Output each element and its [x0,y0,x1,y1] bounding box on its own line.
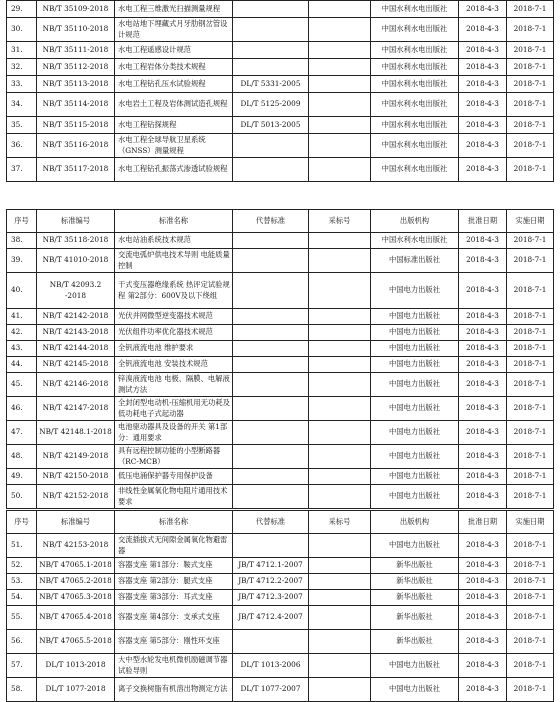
cell-replaces [233,59,309,76]
cell-adopted [309,341,371,357]
cell-adopted [309,309,371,325]
cell-effective: 2018-7-1 [507,42,554,59]
cell-no: 43. [7,341,37,357]
cell-name: 具有远程控制功能的小型断路器（RC-MCB） [115,445,233,469]
cell-adopted [309,76,371,93]
cell-effective: 2018-7-1 [507,341,554,357]
cell-no: 37. [7,158,37,182]
cell-name: 锌溴液流电池 电极、隔膜、电解液测试方法 [115,373,233,397]
cell-publisher: 中国电力出版社 [371,397,459,421]
cell-name: 水电工程全球导航卫星系统（GNSS）测量规程 [115,134,233,158]
cell-name: 全钒液流电池 安装技术规范 [115,357,233,373]
cell-publisher: 中国电力出版社 [371,485,459,509]
cell-no: 30. [7,18,37,42]
cell-effective: 2018-7-1 [507,421,554,445]
cell-approved: 2018-4-3 [459,134,507,158]
cell-no: 40. [7,273,37,309]
cell-approved: 2018-4-3 [459,357,507,373]
cell-name: 交流插拔式无间隙金属氧化物避雷器 [115,534,233,558]
cell-approved: 2018-4-3 [459,534,507,558]
cell-code: NB/T 35109-2018 [37,1,115,18]
cell-name: 水电岩土工程及岩体测试造孔规程 [115,93,233,117]
cell-code: NB/T 35113-2018 [37,76,115,93]
cell-name: 水电工程岩体分类技术规程 [115,59,233,76]
cell-no: 51. [7,534,37,558]
header-approved: 批准日期 [459,511,507,534]
header-replaces: 代替标准 [233,511,309,534]
cell-replaces: DL/T 5013-2005 [233,117,309,134]
cell-no: 32. [7,59,37,76]
header-replaces: 代替标准 [233,210,309,233]
cell-approved: 2018-4-3 [459,158,507,182]
cell-code: DL/T 1077-2018 [37,678,115,702]
cell-code: NB/T 47065.3-2018 [37,590,115,606]
table-row [7,485,554,509]
table-row [7,158,554,182]
cell-approved: 2018-4-3 [459,325,507,341]
cell-publisher: 中国电力出版社 [371,678,459,702]
table-row [7,606,554,630]
cell-name: 水电站油系统技术规范 [115,233,233,249]
cell-no: 35. [7,117,37,134]
cell-adopted [309,485,371,509]
cell-approved: 2018-4-3 [459,273,507,309]
header-publisher: 出版机构 [371,210,459,233]
cell-replaces: DL/T 1077-2007 [233,678,309,702]
cell-name: 低压电涌保护器专用保护设备 [115,469,233,485]
cell-effective: 2018-7-1 [507,158,554,182]
cell-publisher: 中国电力出版社 [371,341,459,357]
cell-name: 水电工程三维激光扫描测量规程 [115,1,233,18]
cell-effective: 2018-7-1 [507,397,554,421]
table-row [7,357,554,373]
cell-effective: 2018-7-1 [507,76,554,93]
cell-publisher: 新华出版社 [371,630,459,654]
cell-replaces [233,469,309,485]
header-approved: 批准日期 [459,210,507,233]
cell-replaces [233,273,309,309]
cell-name: 非线性金属氧化物电阻片通用技术要求 [115,485,233,509]
cell-effective: 2018-7-1 [507,654,554,678]
cell-name: 容器支座 第5部分：刚性环支座 [115,630,233,654]
cell-publisher: 中国水利水电出版社 [371,18,459,42]
cell-code: NB/T 35111-2018 [37,42,115,59]
header-name: 标准名称 [115,210,233,233]
cell-replaces [233,341,309,357]
cell-approved: 2018-4-3 [459,630,507,654]
cell-adopted [309,18,371,42]
cell-approved: 2018-4-3 [459,590,507,606]
cell-adopted [309,445,371,469]
cell-name: 干式变压器绝缘系统 热评定试验规程 第2部分：600V及以下绕组 [115,273,233,309]
cell-no: 44. [7,357,37,373]
cell-code: NB/T 35110-2018 [37,18,115,42]
table-row [7,421,554,445]
cell-adopted [309,59,371,76]
cell-publisher: 新华出版社 [371,574,459,590]
table-row [7,469,554,485]
cell-code: NB/T 35115-2018 [37,117,115,134]
cell-effective: 2018-7-1 [507,534,554,558]
cell-code: NB/T 42145-2018 [37,357,115,373]
cell-no: 56. [7,630,37,654]
cell-code: NB/T 47065.2-2018 [37,574,115,590]
table-row [7,445,554,469]
cell-approved: 2018-4-3 [459,76,507,93]
table-row [7,134,554,158]
cell-adopted [309,357,371,373]
table-row [7,574,554,590]
cell-no: 47. [7,421,37,445]
cell-effective: 2018-7-1 [507,469,554,485]
table-row [7,309,554,325]
cell-effective: 2018-7-1 [507,134,554,158]
cell-no: 41. [7,309,37,325]
cell-name: 水电工程钻探规程 [115,117,233,134]
cell-code: NB/T 42146-2018 [37,373,115,397]
cell-publisher: 中国电力出版社 [371,325,459,341]
cell-no: 57. [7,654,37,678]
cell-replaces [233,373,309,397]
header-effective: 实施日期 [507,511,554,534]
cell-code: NB/T 35116-2018 [37,134,115,158]
cell-adopted [309,1,371,18]
table-row [7,373,554,397]
cell-effective: 2018-7-1 [507,325,554,341]
cell-approved: 2018-4-3 [459,59,507,76]
table-row [7,117,554,134]
cell-adopted [309,558,371,574]
standards-table-part1 [6,0,554,182]
cell-code: NB/T 42143-2018 [37,325,115,341]
cell-adopted [309,373,371,397]
header-code: 标准编号 [37,511,115,534]
cell-adopted [309,397,371,421]
cell-adopted [309,93,371,117]
cell-no: 53. [7,574,37,590]
cell-code: NB/T 42153-2018 [37,534,115,558]
cell-effective: 2018-7-1 [507,373,554,397]
cell-publisher: 新华出版社 [371,590,459,606]
cell-no: 52. [7,558,37,574]
cell-effective: 2018-7-1 [507,678,554,702]
cell-approved: 2018-4-3 [459,93,507,117]
cell-name: 容器支座 第3部分：耳式支座 [115,590,233,606]
cell-replaces [233,18,309,42]
cell-no: 34. [7,93,37,117]
header-publisher: 出版机构 [371,511,459,534]
table-row [7,273,554,309]
table-row [7,630,554,654]
cell-no: 46. [7,397,37,421]
cell-no: 33. [7,76,37,93]
table-row [7,558,554,574]
cell-name: 交流电弧炉供电技术导则 电能质量控制 [115,249,233,273]
cell-no: 48. [7,445,37,469]
table-row [7,18,554,42]
cell-effective: 2018-7-1 [507,485,554,509]
cell-effective: 2018-7-1 [507,1,554,18]
header-adopted: 采标号 [309,210,371,233]
cell-adopted [309,421,371,445]
cell-adopted [309,469,371,485]
cell-effective: 2018-7-1 [507,630,554,654]
cell-effective: 2018-7-1 [507,590,554,606]
cell-publisher: 中国水利水电出版社 [371,76,459,93]
cell-approved: 2018-4-3 [459,117,507,134]
standards-table-part2 [6,209,554,509]
table-row [7,249,554,273]
cell-publisher: 中国电力出版社 [371,445,459,469]
cell-effective: 2018-7-1 [507,93,554,117]
cell-effective: 2018-7-1 [507,59,554,76]
cell-publisher: 中国标准出版社 [371,249,459,273]
cell-code: NB/T 42147-2018 [37,397,115,421]
cell-approved: 2018-4-3 [459,341,507,357]
cell-approved: 2018-4-3 [459,445,507,469]
cell-approved: 2018-4-3 [459,18,507,42]
cell-replaces [233,421,309,445]
cell-name: 容器支座 第4部分：支承式支座 [115,606,233,630]
cell-publisher: 中国水利水电出版社 [371,1,459,18]
cell-publisher: 中国电力出版社 [371,309,459,325]
cell-name: 水电工程钻孔振荡式渗透试验规程 [115,158,233,182]
cell-no: 45. [7,373,37,397]
cell-publisher: 中国电力出版社 [371,421,459,445]
table-row [7,325,554,341]
cell-name: 大中型水轮发电机微机励磁调节器试验导则 [115,654,233,678]
table-row [7,678,554,702]
cell-no: 54. [7,590,37,606]
cell-name: 全封闭型电动机-压缩机用无功耗及低功耗电子式起动器 [115,397,233,421]
cell-replaces: JB/T 4712.3-2007 [233,590,309,606]
header-effective: 实施日期 [507,210,554,233]
cell-code: NB/T 35114-2018 [37,93,115,117]
cell-code: NB/T 47065.4-2018 [37,606,115,630]
table-row [7,1,554,18]
table-row [7,76,554,93]
table-row [7,93,554,117]
header-code: 标准编号 [37,210,115,233]
cell-publisher: 中国水利水电出版社 [371,117,459,134]
cell-replaces [233,325,309,341]
cell-no: 55. [7,606,37,630]
table-header-row [7,511,554,534]
cell-effective: 2018-7-1 [507,18,554,42]
table-row [7,534,554,558]
cell-replaces: JB/T 4712.2-2007 [233,574,309,590]
cell-name: 离子交换树脂有机溶出物测定方法 [115,678,233,702]
cell-replaces [233,42,309,59]
cell-publisher: 中国电力出版社 [371,357,459,373]
cell-publisher: 中国水利水电出版社 [371,233,459,249]
cell-name: 容器支座 第1部分：鞍式支座 [115,558,233,574]
cell-replaces: DL/T 5331-2005 [233,76,309,93]
cell-name: 光伏并网微型逆变器技术规范 [115,309,233,325]
cell-effective: 2018-7-1 [507,558,554,574]
cell-no: 58. [7,678,37,702]
cell-replaces [233,445,309,469]
cell-replaces: JB/T 4712.1-2007 [233,558,309,574]
cell-replaces [233,357,309,373]
cell-effective: 2018-7-1 [507,574,554,590]
cell-adopted [309,325,371,341]
cell-approved: 2018-4-3 [459,654,507,678]
cell-name: 容器支座 第2部分：腿式支座 [115,574,233,590]
cell-replaces [233,309,309,325]
cell-replaces: JB/T 4712.4-2007 [233,606,309,630]
cell-publisher: 中国水利水电出版社 [371,42,459,59]
cell-approved: 2018-4-3 [459,421,507,445]
table-row [7,654,554,678]
cell-replaces [233,134,309,158]
cell-adopted [309,134,371,158]
cell-approved: 2018-4-3 [459,678,507,702]
cell-effective: 2018-7-1 [507,309,554,325]
cell-approved: 2018-4-3 [459,233,507,249]
cell-adopted [309,249,371,273]
cell-replaces [233,630,309,654]
cell-adopted [309,158,371,182]
cell-replaces [233,233,309,249]
cell-effective: 2018-7-1 [507,357,554,373]
cell-no: 39. [7,249,37,273]
cell-publisher: 中国电力出版社 [371,273,459,309]
table-row [7,59,554,76]
cell-publisher: 中国水利水电出版社 [371,134,459,158]
cell-adopted [309,233,371,249]
cell-approved: 2018-4-3 [459,1,507,18]
cell-publisher: 新华出版社 [371,606,459,630]
cell-name: 全钒液流电池 维护要求 [115,341,233,357]
cell-replaces [233,397,309,421]
header-name: 标准名称 [115,511,233,534]
cell-publisher: 中国电力出版社 [371,534,459,558]
cell-approved: 2018-4-3 [459,574,507,590]
cell-approved: 2018-4-3 [459,42,507,59]
cell-replaces: DL/T 1013-2006 [233,654,309,678]
cell-replaces [233,158,309,182]
table-row [7,233,554,249]
header-no: 序号 [7,511,37,534]
cell-no: 49. [7,469,37,485]
cell-name: 电池驱动器具及设备的开关 第1部分：通用要求 [115,421,233,445]
cell-approved: 2018-4-3 [459,469,507,485]
cell-no: 31. [7,42,37,59]
cell-code: NB/T 35117-2018 [37,158,115,182]
cell-adopted [309,273,371,309]
cell-no: 29. [7,1,37,18]
cell-effective: 2018-7-1 [507,233,554,249]
cell-code: NB/T 41010-2018 [37,249,115,273]
cell-approved: 2018-4-3 [459,249,507,273]
cell-adopted [309,42,371,59]
table-row [7,397,554,421]
cell-name: 水电工程遥感设计规范 [115,42,233,59]
cell-publisher: 新华出版社 [371,558,459,574]
cell-name: 光伏组件功率优化器技术规范 [115,325,233,341]
cell-code: NB/T 42149-2018 [37,445,115,469]
cell-adopted [309,117,371,134]
cell-code: NB/T 42144-2018 [37,341,115,357]
cell-no: 42. [7,325,37,341]
cell-adopted [309,574,371,590]
cell-approved: 2018-4-3 [459,558,507,574]
cell-code: NB/T 42150-2018 [37,469,115,485]
cell-effective: 2018-7-1 [507,606,554,630]
cell-code: NB/T 42152-2018 [37,485,115,509]
cell-approved: 2018-4-3 [459,309,507,325]
cell-publisher: 中国电力出版社 [371,469,459,485]
cell-name: 水电工程钻孔压水试验规程 [115,76,233,93]
cell-code: NB/T 42093.2 -2018 [37,273,115,309]
cell-replaces [233,534,309,558]
cell-no: 50. [7,485,37,509]
cell-adopted [309,630,371,654]
table-row [7,341,554,357]
cell-adopted [309,590,371,606]
cell-approved: 2018-4-3 [459,485,507,509]
cell-effective: 2018-7-1 [507,249,554,273]
cell-no: 38. [7,233,37,249]
cell-replaces [233,249,309,273]
cell-no: 36. [7,134,37,158]
cell-publisher: 中国水利水电出版社 [371,59,459,76]
table-header-row [7,210,554,233]
cell-replaces [233,1,309,18]
cell-adopted [309,606,371,630]
cell-adopted [309,654,371,678]
cell-code: NB/T 42148.1-2018 [37,421,115,445]
cell-replaces: DL/T 5125-2009 [233,93,309,117]
table-row [7,42,554,59]
cell-approved: 2018-4-3 [459,373,507,397]
cell-publisher: 中国水利水电出版社 [371,158,459,182]
cell-publisher: 中国电力出版社 [371,373,459,397]
cell-effective: 2018-7-1 [507,445,554,469]
cell-code: NB/T 42142-2018 [37,309,115,325]
cell-code: DL/T 1013-2018 [37,654,115,678]
standards-table-part3 [6,510,554,702]
table-row [7,590,554,606]
cell-approved: 2018-4-3 [459,397,507,421]
cell-replaces [233,485,309,509]
header-no: 序号 [7,210,37,233]
cell-effective: 2018-7-1 [507,273,554,309]
cell-code: NB/T 35118-2018 [37,233,115,249]
cell-effective: 2018-7-1 [507,117,554,134]
cell-code: NB/T 47065.5-2018 [37,630,115,654]
header-adopted: 采标号 [309,511,371,534]
cell-name: 水电站地下埋藏式月牙肋钢岔管设计规范 [115,18,233,42]
cell-approved: 2018-4-3 [459,606,507,630]
cell-publisher: 中国水利水电出版社 [371,93,459,117]
cell-adopted [309,534,371,558]
cell-publisher: 中国电力出版社 [371,654,459,678]
cell-code: NB/T 47065.1-2018 [37,558,115,574]
cell-code: NB/T 35112-2018 [37,59,115,76]
cell-adopted [309,678,371,702]
